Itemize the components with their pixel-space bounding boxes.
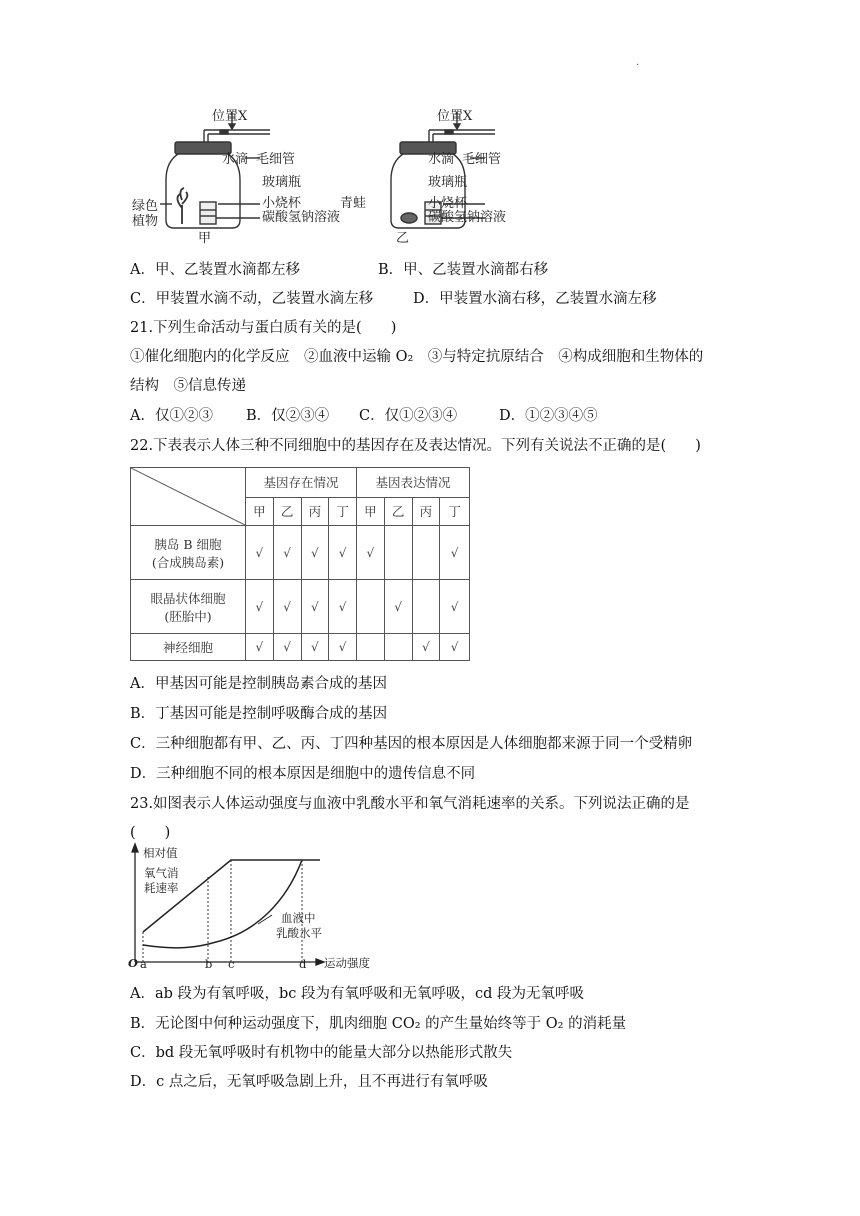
oxygen-curve-label-line2: 耗速率 (144, 881, 179, 895)
check-cell (357, 580, 385, 634)
q23-option-c[interactable]: C．bd 段无氧呼吸时有机物中的能量大部分以热能形式散失 (130, 1045, 513, 1061)
corner-mark: · (636, 60, 640, 71)
q20-options-row1 (130, 260, 548, 280)
check-cell: √ (301, 634, 329, 661)
col-gene: 乙 (384, 497, 412, 526)
q23-option-b[interactable]: B．无论图中何种运动强度下，肌肉细胞 CO₂ 的产生量始终等于 O₂ 的消耗量 (130, 1016, 627, 1032)
col-gene: 甲 (246, 497, 274, 526)
q23-option-d[interactable]: D．c 点之后，无氧呼吸急剧上升，且不再进行有氧呼吸 (130, 1074, 488, 1090)
check-cell (412, 580, 440, 634)
table-row (131, 634, 470, 661)
q21-option-b[interactable]: B．仅②③④ (246, 408, 330, 424)
x-axis-arrow (316, 959, 324, 965)
gene-table (130, 467, 470, 661)
check-cell (412, 526, 440, 580)
origin-label: O (128, 956, 139, 970)
check-cell: √ (440, 634, 470, 661)
row-cell-name (131, 634, 246, 661)
q23-option-a[interactable]: A．ab 段为有氧呼吸，bc 段为有氧呼吸和无氧呼吸，cd 段为无氧呼吸 (130, 986, 585, 1002)
q22-stem: 22.下表表示人体三种不同细胞中的基因存在及表达情况。下列有关说法不正确的是( ) (130, 438, 701, 454)
check-cell: √ (301, 580, 329, 634)
jia-water-drop-label: 水滴 (222, 152, 249, 167)
table-row (131, 526, 470, 580)
x-axis-label: 运动强度 (324, 956, 370, 970)
yi-caption: 乙 (396, 231, 410, 246)
col-gene: 丙 (412, 497, 440, 526)
check-cell: √ (329, 526, 357, 580)
tick-label-a: a (140, 957, 147, 971)
yi-beaker-label: 小烧杯 (428, 196, 468, 211)
check-cell: √ (273, 526, 301, 580)
row-name-line1: 眼晶状体细胞 (150, 590, 226, 606)
q20-option-d[interactable]: D．甲装置水滴右移，乙装置水滴左移 (413, 291, 657, 307)
col-gene: 丁 (329, 497, 357, 526)
q21-items-line1: ①催化细胞内的化学反应 ②血液中运输 O₂ ③与特定抗原结合 ④构成细胞和生物体的 (130, 349, 704, 365)
exercise-intensity-graph (126, 842, 376, 970)
check-cell: √ (357, 526, 385, 580)
tick-label-d: d (299, 957, 307, 971)
jia-plant-drawing (177, 188, 187, 224)
yi-position-label: 位置X (437, 109, 473, 124)
q20-option-a[interactable]: A．甲、乙装置水滴都左移 (130, 262, 300, 278)
col-gene: 丁 (440, 497, 470, 526)
y-axis-label: 相对值 (143, 846, 178, 860)
check-cell (384, 526, 412, 580)
yi-frog-drawing (401, 213, 417, 223)
check-cell: √ (273, 634, 301, 661)
row-cell-name (131, 580, 246, 634)
check-cell: √ (301, 526, 329, 580)
yi-water-drop-label: 水滴 (428, 152, 455, 167)
check-cell: √ (246, 526, 274, 580)
header-gene-existence: 基因存在情况 (246, 468, 357, 498)
q20-options-row2 (130, 289, 657, 309)
yi-solution-label: 碳酸氢钠溶液 (428, 210, 507, 225)
q21-options-row (130, 406, 598, 426)
q21-items-line2: 结构 ⑤信息传递 (130, 378, 246, 394)
row-name-line1: 神经细胞 (162, 640, 213, 655)
y-axis-arrow (132, 844, 138, 852)
col-gene: 甲 (357, 497, 385, 526)
table-row (131, 580, 470, 634)
jia-beaker (200, 202, 216, 224)
jia-bottle-label: 玻璃瓶 (262, 175, 302, 190)
diagonal-line (131, 468, 245, 525)
q21-option-c[interactable]: C．仅①②③④ (359, 408, 458, 424)
jia-capillary-label: 毛细管 (256, 152, 296, 167)
jia-apparatus (160, 109, 270, 228)
jia-beaker-label: 小烧杯 (262, 196, 302, 211)
check-cell: √ (440, 580, 470, 634)
q21-option-a[interactable]: A．仅①②③ (130, 408, 213, 424)
yi-organism-label: 青蛙 (340, 196, 367, 211)
row-name-line2: (胚胎中) (164, 608, 212, 624)
lactate-curve-label-line1: 血液中 (281, 911, 316, 925)
oxygen-curve-label-line1: 氧气消 (144, 866, 179, 880)
jia-caption: 甲 (198, 231, 212, 246)
q21-stem: 21.下列生命活动与蛋白质有关的是( ) (130, 320, 397, 336)
check-cell: √ (329, 580, 357, 634)
jia-organism-label: 绿色植物 (132, 199, 159, 229)
q22-option-b[interactable]: B．丁基因可能是控制呼吸酶合成的基因 (130, 706, 388, 722)
row-name-line2: (合成胰岛素) (151, 554, 225, 570)
q23-stem-line1: 23.如图表示人体运动强度与血液中乳酸水平和氧气消耗速率的关系。下列说法正确的是 (130, 796, 690, 812)
jia-position-label: 位置X (212, 109, 248, 124)
lactate-curve-label-line2: 乳酸水平 (276, 926, 322, 940)
q20-option-c[interactable]: C．甲装置水滴不动，乙装置水滴左移 (130, 291, 374, 307)
q22-option-d[interactable]: D．三种细胞不同的根本原因是细胞中的遗传信息不同 (130, 766, 476, 782)
q22-option-c[interactable]: C．三种细胞都有甲、乙、丙、丁四种基因的根本原因是人体细胞都来源于同一个受精卵 (130, 736, 693, 752)
jia-solution-label: 碳酸氢钠溶液 (262, 210, 341, 225)
check-cell: √ (384, 580, 412, 634)
check-cell: √ (273, 580, 301, 634)
check-cell (357, 634, 385, 661)
q23-stem-line2: ( ) (130, 825, 171, 841)
col-gene: 乙 (273, 497, 301, 526)
check-cell (384, 634, 412, 661)
check-cell: √ (440, 526, 470, 580)
respiration-apparatus-figure (150, 100, 550, 250)
yi-capillary-label: 毛细管 (462, 152, 502, 167)
q20-option-b[interactable]: B．甲、乙装置水滴都右移 (378, 262, 549, 278)
tick-label-b: b (205, 957, 213, 971)
check-cell: √ (246, 634, 274, 661)
check-cell: √ (412, 634, 440, 661)
tick-label-c: c (228, 957, 235, 971)
row-name-line1: 胰岛 B 细胞 (154, 536, 222, 552)
q22-option-a[interactable]: A．甲基因可能是控制胰岛素合成的基因 (130, 676, 387, 692)
table-corner-diagonal (131, 468, 246, 526)
row-cell-name (131, 526, 246, 580)
q21-option-d[interactable]: D．①②③④⑤ (499, 408, 598, 424)
check-cell: √ (246, 580, 274, 634)
yi-bottle-label: 玻璃瓶 (428, 175, 468, 190)
col-gene: 丙 (301, 497, 329, 526)
check-cell: √ (329, 634, 357, 661)
header-gene-expression: 基因表达情况 (357, 468, 470, 498)
